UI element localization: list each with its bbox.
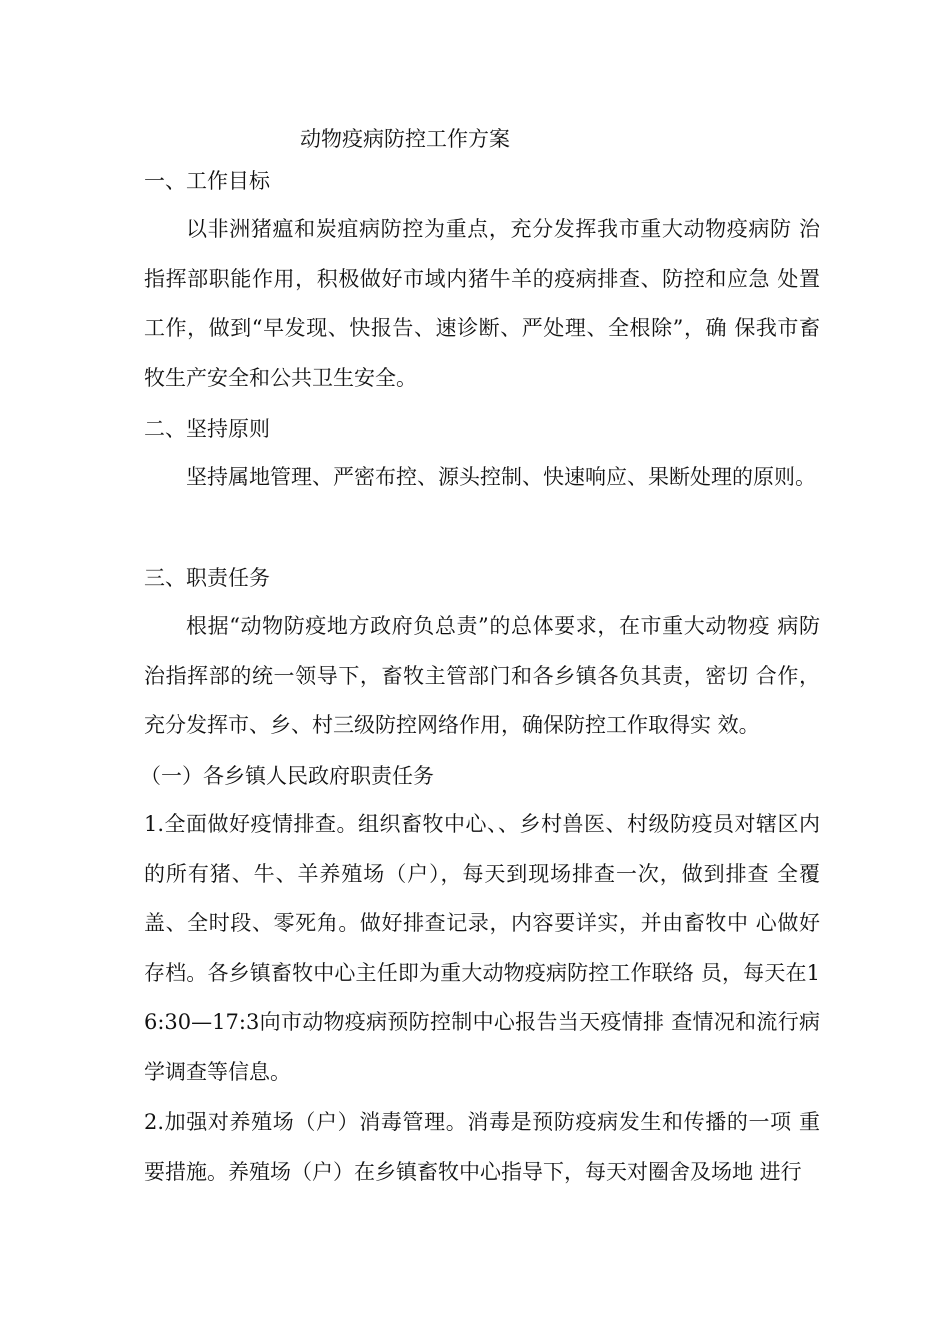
subsection-heading-township: （一）各乡镇人民政府职责任务 [140, 764, 434, 788]
section-heading-goals: 一、工作目标 [144, 169, 270, 193]
list-item-epidemic-check: 1.全面做好疫情排查。组织畜牧中心、、乡村兽医、村级防疫员对辖区内的所有猪、牛、羊养殖场（户），每天到现场排查一次，做到排查 全覆盖、全时段、零死角。做好排查记录，内容要详实，并由畜牧中 心做好存档。各乡镇畜牧中心主任即为重大动物疫病防控工作联络 员，每天在16:30—17:3向市动物疫病预防控制中心报告当天疫情排 查情况和流行病学调查等信息。 [144, 812, 820, 1084]
section-heading-duties: 三、职责任务 [144, 566, 270, 590]
section-text-duties: 根据“动物防疫地方政府负总责”的总体要求，在市重大动物疫 病防治指挥部的统一领导下，畜牧主管部门和各乡镇各负其责，密切 合作，充分发挥市、乡、村三级防控网络作用，确保防控工作取得实 效。 [144, 614, 820, 737]
list-item-disinfection: 2.加强对养殖场（户）消毒管理。消毒是预防疫病发生和传播的一项 重要措施。养殖场（户）在乡镇畜牧中心指导下，每天对圈舍及场地 进行 [144, 1110, 820, 1184]
section-text-principles: 坚持属地管理、严密布控、源头控制、快速响应、果断处理的原则。 [186, 465, 816, 489]
section-text-goals: 以非洲猪瘟和炭疽病防控为重点，充分发挥我市重大动物疫病防 治指挥部职能作用，积极做好市域内猪牛羊的疫病排查、防控和应急 处置工作，做到“早发现、快报告、速诊断、严处理、全根除”，确 保我市畜牧生产安全和公共卫生安全。 [144, 217, 820, 390]
section-heading-principles: 二、坚持原则 [144, 417, 270, 441]
document-title: 动物疫病防控工作方案 [300, 127, 510, 151]
